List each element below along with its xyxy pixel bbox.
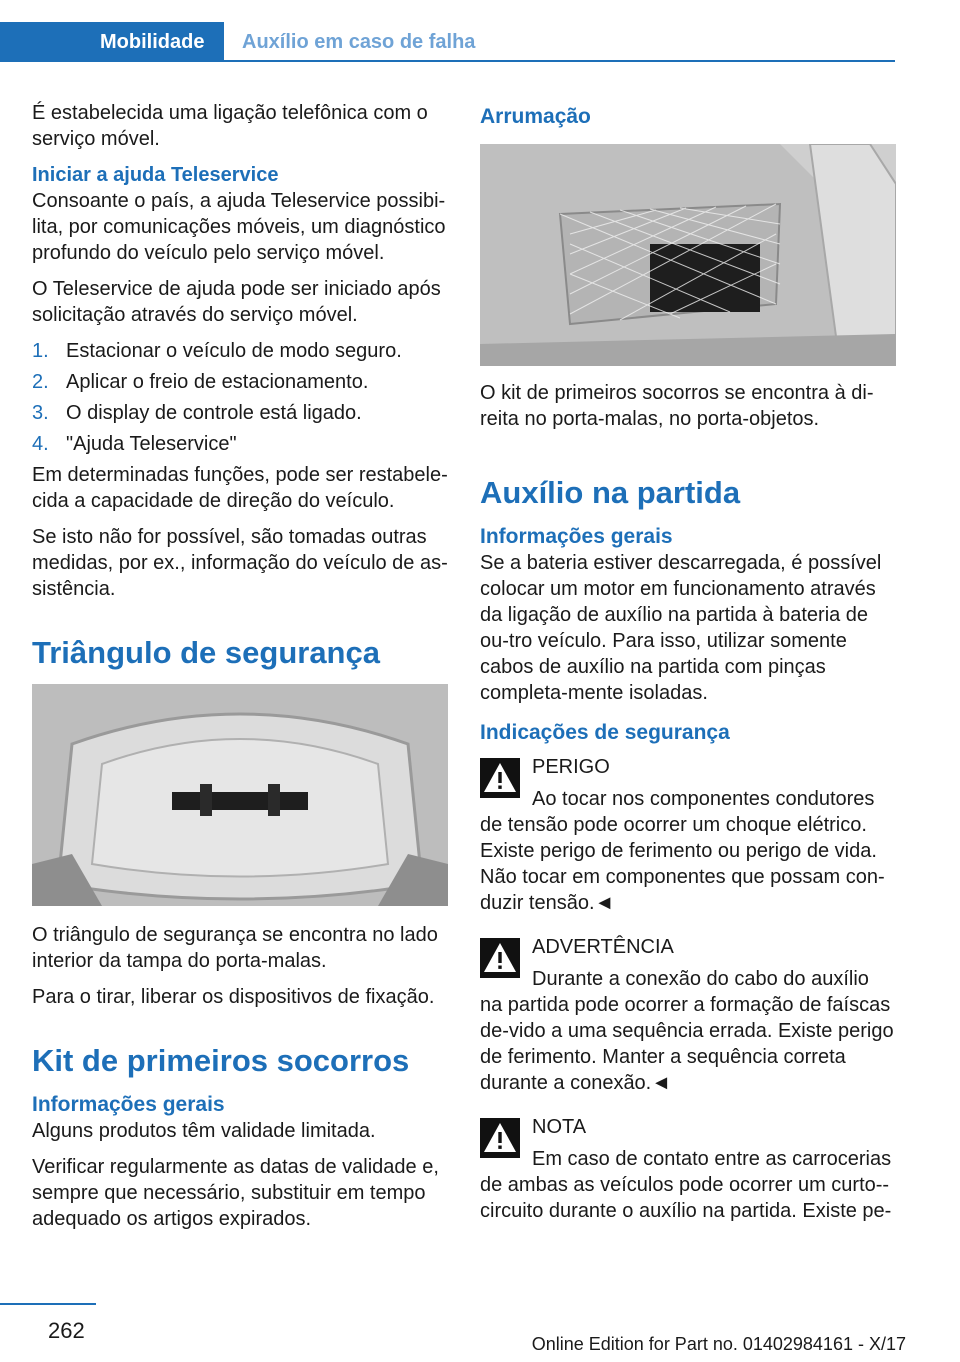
subheading-teleservice: Iniciar a ajuda Teleservice xyxy=(32,164,279,186)
warning-title: NOTA xyxy=(532,1116,587,1138)
paragraph: Para o tirar, liberar os dispositivos de fixação. xyxy=(32,986,435,1008)
step-number: 4. xyxy=(32,433,49,455)
step-text: O display de controle está ligado. xyxy=(66,402,362,424)
subheading-info: Informações gerais xyxy=(480,525,673,548)
list-item xyxy=(32,431,450,457)
subheading-arrumacao: Arrumação xyxy=(480,105,591,128)
step-number: 3. xyxy=(32,402,49,424)
paragraph: Em determinadas funções, pode ser restabele-cida a capacidade de direção do veículo. xyxy=(32,464,448,512)
heading-jump-start: Auxílio na partida xyxy=(480,475,741,510)
paragraph: Se a bateria estiver descarregada, é possível colocar um motor em funcionamento através da ligação de auxílio na partida à bateria de ou-tro veículo. Para isso, utilizar somente cabos de auxílio na partida com pinças completa-mente isoladas. xyxy=(480,552,882,704)
paragraph: Consoante o país, a ajuda Teleservice possibi-lita, por comunicações móveis, um diagnóstico profundo do veículo pelo serviço móvel. xyxy=(32,190,446,264)
tab-mobilidade[interactable]: Mobilidade xyxy=(0,22,224,62)
warning-body: Durante a conexão do cabo do auxílio na partida pode ocorrer a formação de faíscas de-vido a uma sequência errada. Existe perigo de ferimento. Manter a sequência correta durante a conexão.◄ xyxy=(480,968,894,1094)
step-text: Estacionar o veículo de modo seguro. xyxy=(66,340,402,362)
paragraph: É estabelecida uma ligação telefônica com o serviço móvel. xyxy=(32,102,428,150)
step-text: "Ajuda Teleservice" xyxy=(66,433,237,455)
header-rule xyxy=(0,60,895,62)
list-item xyxy=(32,369,450,395)
footer-rule xyxy=(0,1303,96,1305)
left-column xyxy=(32,100,450,1242)
storage-compartment-image xyxy=(480,144,896,366)
list-item xyxy=(32,400,450,426)
heading-first-aid-kit: Kit de primeiros socorros xyxy=(32,1043,410,1078)
warning-title: PERIGO xyxy=(532,756,610,778)
right-column xyxy=(480,100,896,1242)
warning-body: Em caso de contato entre as carrocerias de ambas as veículos pode ocorrer um curto--circuito durante o auxílio na partida. Existe pe- xyxy=(480,1148,892,1222)
paragraph: Alguns produtos têm validade limitada. xyxy=(32,1120,376,1142)
list-item xyxy=(32,338,450,364)
step-number: 2. xyxy=(32,371,49,393)
paragraph: O Teleservice de ajuda pode ser iniciado após solicitação através do serviço móvel. xyxy=(32,278,441,326)
heading-triangle: Triângulo de segurança xyxy=(32,635,380,670)
trunk-lid-image xyxy=(32,684,448,906)
subheading-safety: Indicações de segurança xyxy=(480,721,730,744)
warning-triangle-icon xyxy=(480,938,520,978)
paragraph: Se isto não for possível, são tomadas outras medidas, por ex., informação do veículo de as-sistência. xyxy=(32,526,448,600)
warning-triangle-icon xyxy=(480,1118,520,1158)
step-text: Aplicar o freio de estacionamento. xyxy=(66,371,369,393)
page-number: 262 xyxy=(48,1318,85,1343)
edition-note: Online Edition for Part no. 01402984161 - X/17 xyxy=(531,1334,906,1354)
subheading-info: Informações gerais xyxy=(32,1093,225,1116)
warning-body: Ao tocar nos componentes condutores de tensão pode ocorrer um choque elétrico. Existe perigo de ferimento ou perigo de vida. Não tocar em componentes que possam con-duzir tensão.◄ xyxy=(480,788,885,914)
warning-title: ADVERTÊNCIA xyxy=(532,936,674,958)
paragraph: Verificar regularmente as datas de validade e, sempre que necessário, substituir em tempo adequado os artigos expirados. xyxy=(32,1156,439,1230)
warning-block xyxy=(480,934,896,1096)
warning-block xyxy=(480,754,896,916)
paragraph: O triângulo de segurança se encontra no lado interior da tampa do porta-malas. xyxy=(32,924,438,972)
step-number: 1. xyxy=(32,340,49,362)
steps-list xyxy=(32,338,450,457)
tab-auxilio[interactable]: Auxílio em caso de falha xyxy=(242,31,476,53)
paragraph: O kit de primeiros socorros se encontra à di-reita no porta-malas, no porta-objetos. xyxy=(480,382,874,430)
warning-triangle-icon xyxy=(480,758,520,798)
warning-block xyxy=(480,1114,896,1224)
